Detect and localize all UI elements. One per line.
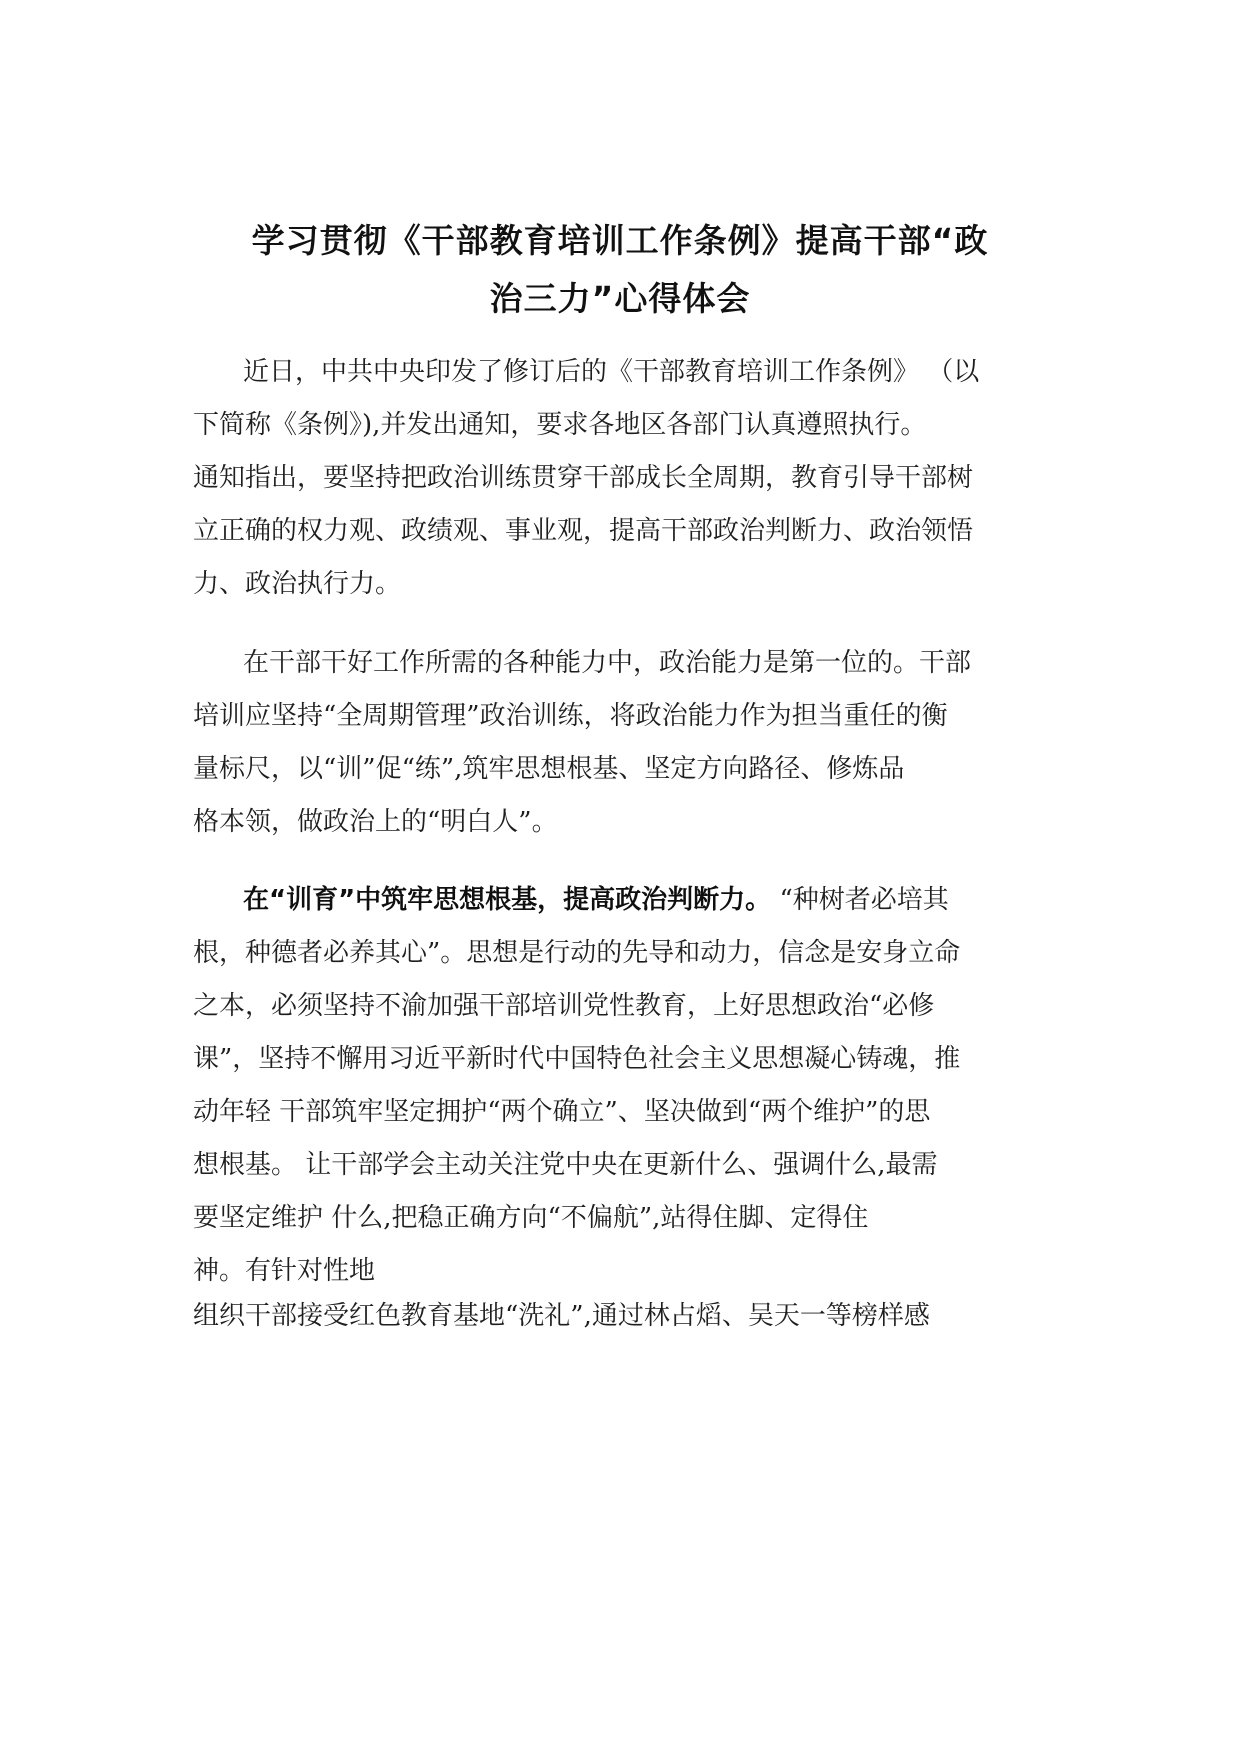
paragraph-2-line-1: 在干部干好工作所需的各种能力中，政治能力是第一位的。干部 [243, 648, 972, 678]
paragraph-1-line-2: 下简称《条例》),并发出通知，要求各地区各部门认真遵照执行。 [193, 410, 927, 440]
paragraph-1-line-3: 通知指出，要坚持把政治训练贯穿干部成长全周期，教育引导干部树 [193, 463, 974, 493]
paragraph-1-line-5: 力、政治执行力。 [193, 569, 402, 599]
paragraph-3-line-8: 神。有针对性地 [193, 1256, 376, 1286]
paragraph-3-line-2: 根，种德者必养其心”。思想是行动的先导和动力，信念是安身立命 [193, 938, 961, 968]
paragraph-2-line-4: 格本领，做政治上的“明白人”。 [193, 807, 558, 837]
paragraph-2-line-2: 培训应坚持“全周期管理”政治训练，将政治能力作为担当重任的衡 [193, 701, 948, 731]
paragraph-1-line-4: 立正确的权力观、政绩观、事业观，提高干部政治判断力、政治领悟 [193, 516, 974, 546]
paragraph-2-line-3: 量标尺，以“训”促“练”,筑牢思想根基、坚定方向路径、修炼品 [193, 754, 905, 784]
paragraph-3-line-7: 要坚定维护 什么,把稳正确方向“不偏航”,站得住脚、定得住 [193, 1203, 869, 1233]
document-title-line-1: 学习贯彻《干部教育培训工作条例》提高干部“政 [251, 221, 989, 260]
document-title-line-2: 治三力”心得体会 [489, 279, 751, 318]
section-heading-continuation: “种树者必培其 [771, 885, 949, 915]
section-heading: 在“训育”中筑牢思想根基，提高政治判断力。 [243, 885, 772, 915]
paragraph-1-line-1: 近日，中共中央印发了修订后的《干部教育培训工作条例》 （以 [243, 357, 980, 387]
paragraph-3-line-6: 想根基。 让干部学会主动关注党中央在更新什么、强调什么,最需 [193, 1150, 938, 1180]
paragraph-3-line-1 [243, 880, 1073, 920]
paragraph-3-line-5: 动年轻 干部筑牢坚定拥护“两个确立”、坚决做到“两个维护”的思 [193, 1097, 931, 1127]
paragraph-3-line-9: 组织干部接受红色教育基地“洗礼”,通过林占熖、吴天一等榜样感 [193, 1301, 930, 1331]
paragraph-3-line-4: 课”，坚持不懈用习近平新时代中国特色社会主义思想凝心铸魂，推 [193, 1044, 961, 1074]
paragraph-3-line-3: 之本，必须坚持不渝加强干部培训党性教育，上好思想政治“必修 [193, 991, 935, 1021]
